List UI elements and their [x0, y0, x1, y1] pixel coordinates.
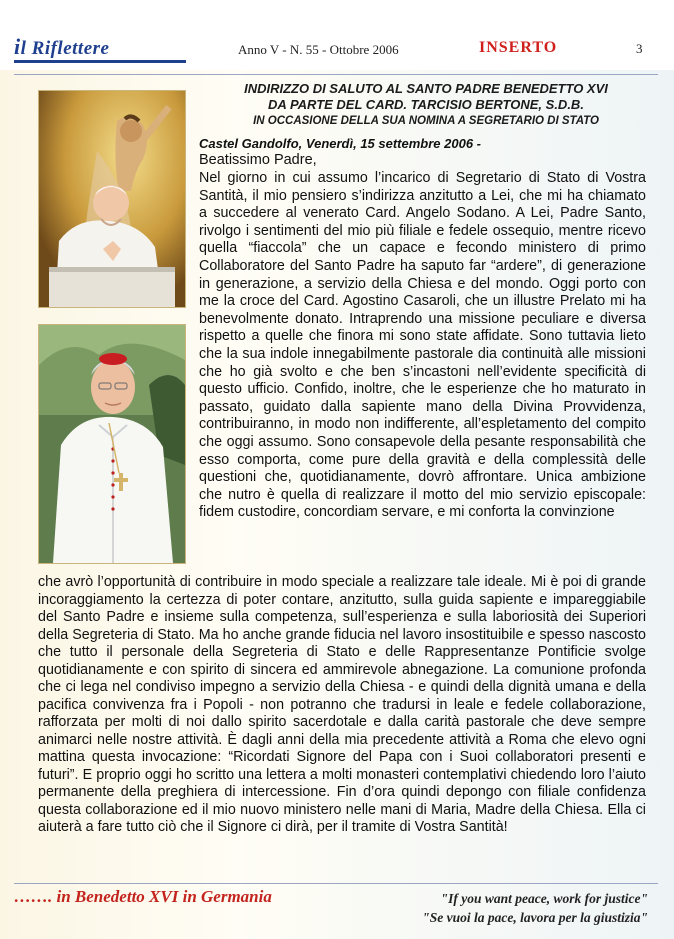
motto-italian: "Se vuoi la pace, lavora per la giustizia" [422, 910, 648, 925]
pope-photo-image [39, 91, 185, 307]
footer-motto [380, 889, 648, 927]
masthead-underline [14, 60, 186, 63]
header-divider [14, 74, 658, 75]
article-headline [196, 81, 656, 129]
headline-line-2: DA PARTE DEL CARD. TARCISIO BERTONE, S.D.B. [268, 97, 584, 112]
pope-photo [38, 90, 186, 308]
footer-teaser: ……. in Benedetto XVI in Germania [14, 887, 272, 906]
cardinal-photo [38, 324, 186, 564]
footer-divider [14, 883, 658, 884]
article-salutation: Beatissimo Padre, [199, 152, 317, 168]
headline-line-1: INDIRIZZO DI SALUTO AL SANTO PADRE BENEDETTO XVI [244, 81, 608, 96]
masthead-logo: il Riflettere [14, 34, 110, 59]
page-header [0, 0, 674, 70]
headline-line-3: IN OCCASIONE DELLA SUA NOMINA A SEGRETARIO DI STATO [253, 115, 599, 127]
article-body-column: Nel giorno in cui assumo l’incarico di Segretario di Stato di Vostra Santità, il mio pensiero s’indirizza anzitutto a Lei, che mi ha chiamato a succedere al venerato Card. Angelo Sodano. A Lei, Padre Santo, rivolgo i sentimenti del mio più filiale e fedele ossequio, mentre ricevo quella “fiaccola” che un capace e fecondo ministero di primo Collaboratore del Santo Padre ha saputo far “ardere”, di generazione in generazione, a servizio della Chiesa e del mondo. Oggi porto con me la croce del Card. Agostino Casaroli, che un illustre Prelato mi ha benevolmente donato. Intraprendo una missione peculiare e diversa rispetto a quelle che finora mi sono state affidate. Sono tuttavia lieto che la sua indole innegabilmente pastorale dia continuità alle missioni che ho già svolto e che ben s’incastoni nell’evidente specificità di questo ufficio. Confido, inoltre, che le esperienze che ho maturato in passato, guidato dalla sapiente mano della Divina Provvidenza, contribuiranno, in modo non indifferente, all’espletamento del compito che oggi assumo. Sono consapevole della pesante responsabilità che esso comporta, come pure della gravità e della complessità delle questioni che, quotidianamente, dovrò affrontare. Unica ambizione che nutro è quella di realizzare il motto del mio servizio episcopale: fidem custodire, concordiam servare, e mi conforta la convinzione [199, 170, 646, 521]
page-number: 3 [636, 41, 643, 56]
cardinal-photo-image [39, 325, 185, 563]
article-body-full-width: che avrò l’opportunità di contribuire in modo speciale a realizzare tale ideale. Mi è poi di grande incoraggiamento la certezza di poter contare, anzitutto, sulla guida sapiente e impareggiabile del Santo Padre e insieme sulla competenza, sull’esperienza e sulla laboriosità dei Superiori della Segreteria di Stato. Ma ho anche grande fiducia nel lavoro insostituibile e spesso nascosto che tutto il personale della Segreteria di Stato e delle Rappresentanze Pontificie svolge quotidianamente e con spirito di sincera ed ammirevole abnegazione. La comunione profonda che ci lega nel condiviso impegno a servizio della Chiesa - e quindi della dignità umana e della pacifica convivenza fra i Popoli - non potranno che tradursi in leale e fedele collaborazione, rafforzata per molti di noi dallo spirito sacerdotale e dalla carità pastorale che deve sempre animarci nelle nostre attività. È dagli anni della mia precedente attività a Roma che elevo ogni mattina questa invocazione: “Ricordati Signore del Papa con i Suoi collaboratori presenti e futuri”. E proprio oggi ho scritto una lettera a molti monasteri contemplativi chiedendo loro l’aiuto permanente della preghiera di intercessione. Fin d’ora quindi depongo con filiale confidenza questa collaborazione ed il mio nuovo ministero nelle mani di Maria, Madre della Chiesa. Ella ci aiuterà a fare tutto ciò che il Signore ci dirà, per il tramite di Vostra Santità! [38, 574, 646, 835]
motto-english: "If you want peace, work for justice" [440, 891, 648, 906]
article-dateline: Castel Gandolfo, Venerdì, 15 settembre 2006 - [199, 136, 482, 151]
issue-info: Anno V - N. 55 - Ottobre 2006 [238, 42, 399, 57]
section-label: INSERTO [479, 39, 558, 56]
